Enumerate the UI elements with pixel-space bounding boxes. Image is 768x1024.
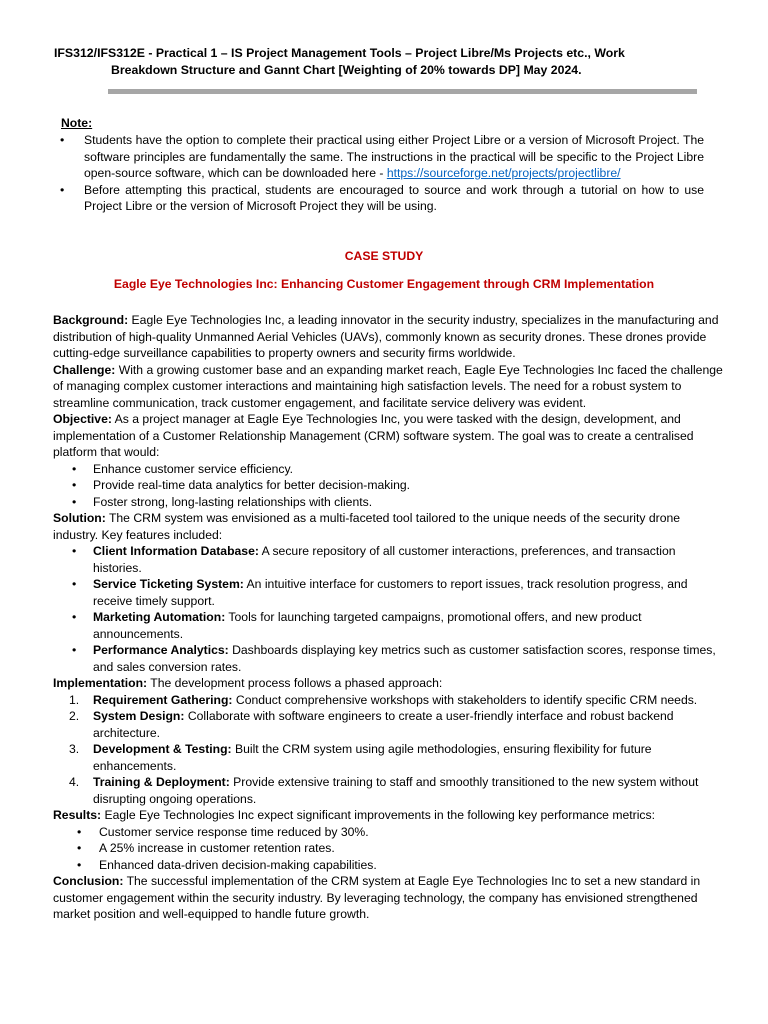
list-item-label: Performance Analytics: [93, 643, 229, 657]
list-item [53, 543, 725, 576]
bullet-icon: • [60, 182, 65, 197]
objective-text: As a project manager at Eagle Eye Technologies Inc, you were tasked with the design, development, and implementation of a Customer Relationship Management (CRM) software system. The goal was to create a centralised platform that would: [53, 412, 694, 459]
implementation-text: The development process follows a phased approach: [147, 676, 443, 690]
solution-text: The CRM system was envisioned as a multi-faceted tool tailored to the unique needs of the security drone industry. Key features included: [53, 511, 681, 542]
list-item-label: Marketing Automation: [93, 610, 226, 624]
solution-label: Solution: [53, 511, 106, 525]
note-list [58, 132, 704, 215]
projectlibre-download-link[interactable]: https://sourceforge.net/projects/projectlibre/ [386, 166, 621, 180]
list-item [53, 824, 725, 841]
challenge-text: With a growing customer base and an expanding market reach, Eagle Eye Technologies Inc faced the challenge of managing complex customer interactions and maintaining high satisfaction levels. The need for a robust system to streamline communication, track customer engagement, and facilitate service delivery was evident. [53, 362, 723, 410]
bullet-icon: • [72, 610, 77, 624]
list-item-text: Tools for launching targeted campaigns, promotional offers, and new product announcements. [93, 610, 642, 641]
list-item-label: Service Ticketing System: [93, 577, 244, 591]
list-item-text: Conduct comprehensive workshops with stakeholders to identify specific CRM needs. [232, 692, 698, 707]
list-item-number: 2. [69, 709, 80, 723]
list-item [53, 741, 725, 774]
bullet-icon: • [72, 494, 77, 509]
list-item [53, 840, 725, 857]
list-item-label: Client Information Database: [93, 544, 259, 558]
list-item-number: 1. [69, 692, 80, 707]
solution-list [53, 543, 725, 675]
list-item [53, 642, 725, 675]
list-item-text: Dashboards displaying key metrics such as customer satisfaction scores, response times, and sales conversion rates. [93, 643, 716, 674]
document-header [54, 45, 694, 78]
list-item [53, 494, 725, 511]
list-item-text: Customer service response time reduced by 30%. [99, 824, 369, 839]
conclusion-text: The successful implementation of the CRM system at Eagle Eye Technologies Inc to set a new standard in customer engagement within the security industry. By leveraging technology, the company has envisioned strengthened market position and well-equipped to handle future growth. [53, 874, 701, 921]
header-divider [108, 89, 697, 94]
list-item [53, 609, 725, 642]
challenge-label: Challenge: [53, 362, 116, 377]
implementation-label: Implementation: [53, 676, 148, 690]
case-study-body [53, 312, 725, 923]
background-text: Eagle Eye Technologies Inc, a leading innovator in the security industry, specializes in the manufacturing and distribution of high-quality Unmanned Aerial Vehicles (UAVs), commonly known as security drones. These drones provide cutting-edge surveillance capabilities to property owners and security firms worldwide. [53, 313, 719, 360]
note-item-text: Students have the option to complete their practical using either Project Libre or a version of Microsoft Project. The software principles are fundamentally the same. The instructions in the practical will be specific to the Project Libre open-source software, which can be downloaded here - [84, 133, 704, 180]
bullet-icon: • [77, 824, 82, 839]
bullet-icon: • [72, 577, 77, 591]
background-paragraph [53, 312, 725, 362]
conclusion-label: Conclusion: [53, 874, 124, 888]
case-study-subtitle: Eagle Eye Technologies Inc: Enhancing Customer Engagement through CRM Implementation [113, 277, 655, 291]
list-item [53, 576, 725, 609]
list-item-text: A 25% increase in customer retention rates. [99, 841, 335, 855]
note-item-text: Before attempting this practical, students are encouraged to source and work through a tutorial on how to use Project Libre or the version of Microsoft Project they will be using. [84, 182, 704, 213]
list-item-text: Provide real-time data analytics for better decision-making. [93, 478, 411, 492]
header-line-2: Breakdown Structure and Gannt Chart [Weighting of 20% towards DP] May 2024. [111, 62, 582, 77]
objective-label: Objective: [53, 412, 112, 426]
list-item-label: System Design: [93, 709, 185, 723]
challenge-paragraph [53, 362, 725, 412]
bullet-icon: • [72, 643, 77, 657]
list-item-text: An intuitive interface for customers to report issues, track resolution progress, and receive timely support. [93, 577, 688, 608]
list-item [53, 461, 725, 478]
list-item-text: Enhanced data-driven decision-making capabilities. [99, 857, 377, 872]
implementation-paragraph [53, 675, 725, 692]
list-item-text: Collaborate with software engineers to create a user-friendly interface and robust backend architecture. [93, 709, 674, 740]
bullet-icon: • [72, 544, 77, 558]
list-item-number: 4. [69, 775, 80, 789]
list-item [53, 857, 725, 874]
list-item-label: Requirement Gathering: [93, 692, 233, 707]
list-item [53, 774, 725, 807]
background-label: Background: [53, 313, 129, 327]
bullet-icon: • [77, 841, 82, 855]
list-item [53, 477, 725, 494]
header-line-1: IFS312/IFS312E - Practical 1 – IS Project Management Tools – Project Libre/Ms Projects etc., Work [54, 46, 625, 60]
note-title: Note: [61, 116, 93, 130]
solution-paragraph [53, 510, 725, 543]
objective-paragraph [53, 411, 725, 461]
bullet-icon: • [72, 461, 77, 476]
list-item-text: Enhance customer service efficiency. [93, 461, 294, 476]
list-item-number: 3. [69, 742, 80, 756]
bullet-icon: • [60, 133, 65, 147]
list-item-label: Training & Deployment: [93, 775, 230, 789]
case-study-title: CASE STUDY [344, 249, 424, 263]
list-item-text: A secure repository of all customer interactions, preferences, and transaction histories. [93, 544, 676, 575]
list-item [53, 708, 725, 741]
note-item [58, 182, 704, 215]
conclusion-paragraph [53, 873, 725, 923]
results-text: Eagle Eye Technologies Inc expect significant improvements in the following key performance metrics: [101, 808, 655, 822]
bullet-icon: • [77, 857, 82, 872]
list-item-label: Development & Testing: [93, 742, 232, 756]
implementation-list [53, 692, 725, 808]
results-paragraph [53, 807, 725, 824]
list-item-text: Provide extensive training to staff and smoothly transitioned to the new system without disrupting ongoing operations. [93, 775, 699, 806]
results-label: Results: [53, 808, 102, 822]
objective-list [53, 461, 725, 511]
results-list [53, 824, 725, 874]
note-item [58, 132, 704, 182]
bullet-icon: • [72, 478, 77, 492]
list-item-text: Foster strong, long-lasting relationships with clients. [93, 494, 373, 509]
list-item-text: Built the CRM system using agile methodologies, ensuring flexibility for future enhancements. [93, 742, 652, 773]
list-item [53, 692, 725, 709]
